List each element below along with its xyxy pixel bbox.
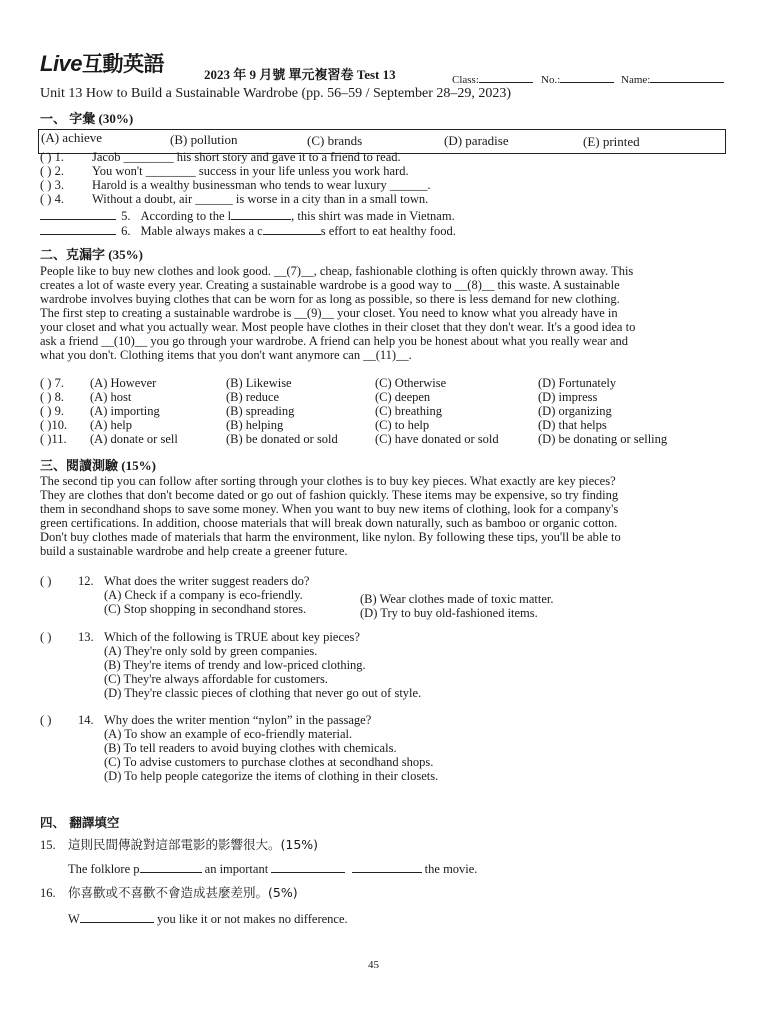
option-a: (A) However	[90, 376, 157, 390]
option-d: (D) Fortunately	[538, 376, 617, 390]
section4-heading: 四、 翻譯填空	[40, 815, 120, 830]
letter-hint: l	[227, 209, 232, 223]
answer-paren[interactable]: ( ) 2.	[40, 164, 64, 178]
answer-paren[interactable]: ( ) 4.	[40, 192, 64, 206]
class-blank[interactable]	[479, 70, 533, 83]
q14-option-d: (D) To help people categorize the items of clothing in their closets.	[104, 769, 439, 783]
option-b: (B) helping	[226, 418, 284, 432]
question-text-before: Mable always makes a	[140, 224, 258, 238]
reading-line-2: They are clothes that don't become dated or go out of fashion quickly. These items may be expensive, so try finding	[40, 488, 619, 502]
vocab-item-3	[40, 178, 430, 192]
cloze-line-7: what you don't. Clothing items that you don't want anymore can __(11)__.	[40, 348, 412, 362]
q15-letter-hint: p	[133, 862, 140, 876]
question-text-after: s effort to eat healthy food.	[320, 224, 456, 238]
answer-paren[interactable]: ( )10.	[40, 418, 68, 432]
option-b: (B) be donated or sold	[226, 432, 338, 446]
word-bank-option-e: (E) printed	[583, 134, 640, 149]
test-title: 2023 年 9 月號 單元複習卷 Test 13	[204, 67, 396, 82]
letter-hint: c	[257, 224, 263, 238]
question-number: 6.	[121, 224, 131, 238]
logo-live-text: Live	[40, 51, 83, 76]
option-a: (A) importing	[90, 404, 160, 418]
q13-number: 13.	[78, 630, 94, 644]
option-d: (D) organizing	[538, 404, 612, 418]
class-field	[452, 70, 533, 87]
number-label: No.:	[541, 74, 561, 86]
q12-answer-paren[interactable]: ( )	[40, 574, 52, 588]
vocab-item-2	[40, 164, 409, 178]
q15-text-start: The folklore	[68, 862, 134, 876]
q13-option-b: (B) They're items of trendy and low-priced clothing.	[104, 658, 366, 672]
fill-blank[interactable]	[263, 222, 321, 235]
question-text: Harold is a wealthy businessman who tends to wear luxury ______.	[92, 178, 431, 192]
option-d: (D) that helps	[538, 418, 607, 432]
q13-option-a: (A) They're only sold by green companies.	[104, 644, 318, 658]
option-c: (C) breathing	[375, 404, 442, 418]
answer-blank[interactable]	[40, 207, 116, 220]
answer-blank[interactable]	[40, 222, 116, 235]
q15-english-sentence	[68, 860, 477, 876]
answer-paren[interactable]: ( ) 8.	[40, 390, 64, 404]
word-bank-option-d: (D) paradise	[444, 133, 509, 148]
word-bank-option-c: (C) brands	[307, 133, 363, 148]
vocab-item-1	[40, 150, 401, 164]
q14-number: 14.	[78, 713, 94, 727]
unit-title: Unit 13 How to Build a Sustainable Wardrobe (pp. 56–59 / September 28–29, 2023)	[40, 86, 512, 101]
q15-blank-3[interactable]	[352, 860, 422, 873]
reading-line-3: them in secondhand shops to save some money. When you want to buy new items of clothing, look for a company's	[40, 502, 619, 516]
q14-stem: Why does the writer mention “nylon” in the passage?	[104, 713, 372, 727]
class-label: Class:	[452, 74, 479, 86]
option-d: (D) impress	[538, 390, 598, 404]
answer-paren[interactable]: ( ) 3.	[40, 178, 64, 192]
option-c: (C) have donated or sold	[375, 432, 499, 446]
q16-text-end: you like it or not makes no difference.	[153, 912, 348, 926]
option-a: (A) host	[90, 390, 132, 404]
name-field	[621, 70, 724, 87]
option-b: (B) spreading	[226, 404, 295, 418]
name-label: Name:	[621, 74, 651, 86]
cloze-line-4: The first step to creating a sustainable wardrobe is __(9)__ your closet. You need to know what you already have in	[40, 306, 618, 320]
section1-heading: 一、 字彙 (30%)	[40, 111, 134, 126]
q15-number: 15.	[40, 838, 56, 852]
word-bank-option-a: (A) achieve	[41, 130, 102, 145]
option-b: (B) Likewise	[226, 376, 292, 390]
q16-english-sentence	[68, 910, 348, 926]
question-text-after: , this shirt was made in Vietnam.	[291, 209, 455, 223]
q14-option-c: (C) To advise customers to purchase clothes at secondhand shops.	[104, 755, 434, 769]
vocab-fill-item-5	[40, 207, 455, 223]
cloze-line-2: creates a lot of waste every year. Creating a sustainable wardrobe is a good way to __(8)__ this waste. A sustainable	[40, 278, 620, 292]
section2-heading: 二、克漏字 (35%)	[40, 247, 143, 262]
q12-option-a: (A) Check if a company is eco-friendly.	[104, 588, 303, 602]
reading-line-4: green certifications. In addition, choose materials that will break down naturally, such as bamboo or organic cotton.	[40, 516, 618, 530]
answer-paren[interactable]: ( ) 7.	[40, 376, 64, 390]
q13-answer-paren[interactable]: ( )	[40, 630, 52, 644]
option-d: (D) be donating or selling	[538, 432, 668, 446]
cloze-line-6: ask a friend __(10)__ you go through your wardrobe. A friend can help you be honest about what you really wear and	[40, 334, 629, 348]
q12-number: 12.	[78, 574, 94, 588]
vocab-item-4	[40, 192, 428, 206]
answer-paren[interactable]: ( )11.	[40, 432, 67, 446]
brand-logo	[40, 52, 164, 76]
option-c: (C) to help	[375, 418, 430, 432]
option-b: (B) reduce	[226, 390, 280, 404]
q15-chinese-prompt: 這則民間傳說對這部電影的影響很大。(15%)	[68, 837, 319, 852]
question-text: You won't ________ success in your life unless you work hard.	[92, 164, 409, 178]
reading-line-1: The second tip you can follow after sorting through your clothes is to buy key pieces. What exactly are key pieces?	[40, 474, 616, 488]
question-text: Without a doubt, air ______ is worse in a city than in a small town.	[92, 192, 429, 206]
option-c: (C) Otherwise	[375, 376, 447, 390]
option-a: (A) donate or sell	[90, 432, 178, 446]
option-a: (A) help	[90, 418, 132, 432]
q16-chinese-prompt: 你喜歡或不喜歡不會造成甚麼差別。(5%)	[68, 885, 298, 900]
question-text-before: According to the	[140, 209, 228, 223]
q12-option-c: (C) Stop shopping in secondhand stores.	[104, 602, 307, 616]
q15-text-end: the movie.	[421, 862, 478, 876]
question-number: 5.	[121, 209, 131, 223]
q13-stem: Which of the following is TRUE about key pieces?	[104, 630, 360, 644]
number-blank[interactable]	[560, 70, 614, 83]
vocab-fill-item-6	[40, 222, 456, 238]
question-text: Jacob ________ his short story and gave it to a friend to read.	[92, 150, 401, 164]
q13-option-d: (D) They're classic pieces of clothing that never go out of style.	[104, 686, 422, 700]
q16-letter-hint: W	[68, 912, 80, 926]
q15-blank-2[interactable]	[271, 860, 345, 873]
reading-line-5: Don't buy clothes made of materials that harm the environment, like nylon. By following these tips, you'll be able to	[40, 530, 621, 544]
word-bank-option-b: (B) pollution	[170, 132, 238, 147]
cloze-line-1: People like to buy new clothes and look good. __(7)__, cheap, fashionable clothing is often quickly thrown away. This	[40, 264, 634, 278]
cloze-line-5: your closet and what you actually wear. Most people have clothes in their closet that they don't wear. It's a good idea to	[40, 320, 636, 334]
q14-option-b: (B) To tell readers to avoid buying clothes with chemicals.	[104, 741, 397, 755]
q12-option-d: (D) Try to buy old-fashioned items.	[360, 606, 538, 620]
q14-answer-paren[interactable]: ( )	[40, 713, 52, 727]
q12-option-b: (B) Wear clothes made of toxic matter.	[360, 592, 554, 606]
answer-paren[interactable]: ( ) 1.	[40, 150, 64, 164]
q15-blank-1[interactable]	[140, 860, 202, 873]
number-field	[541, 70, 614, 87]
q12-stem: What does the writer suggest readers do?	[104, 574, 310, 588]
q13-option-c: (C) They're always affordable for customers.	[104, 672, 328, 686]
q15-text-mid: an important	[201, 862, 272, 876]
reading-line-6: build a sustainable wardrobe and help create a greener future.	[40, 544, 348, 558]
cloze-line-3: wardrobe involves buying clothes that can be worn for as long as possible, so there is less demand for new clothing.	[40, 292, 620, 306]
section3-heading: 三、閱讀測驗 (15%)	[40, 458, 156, 473]
page-number: 45	[368, 959, 379, 971]
q16-number: 16.	[40, 886, 56, 900]
answer-paren[interactable]: ( ) 9.	[40, 404, 64, 418]
q16-blank[interactable]	[80, 910, 154, 923]
q14-option-a: (A) To show an example of eco-friendly material.	[104, 727, 353, 741]
fill-blank[interactable]	[231, 207, 291, 220]
option-c: (C) deepen	[375, 390, 431, 404]
name-blank[interactable]	[650, 70, 724, 83]
logo-chinese-text: 互動英語	[82, 53, 165, 76]
